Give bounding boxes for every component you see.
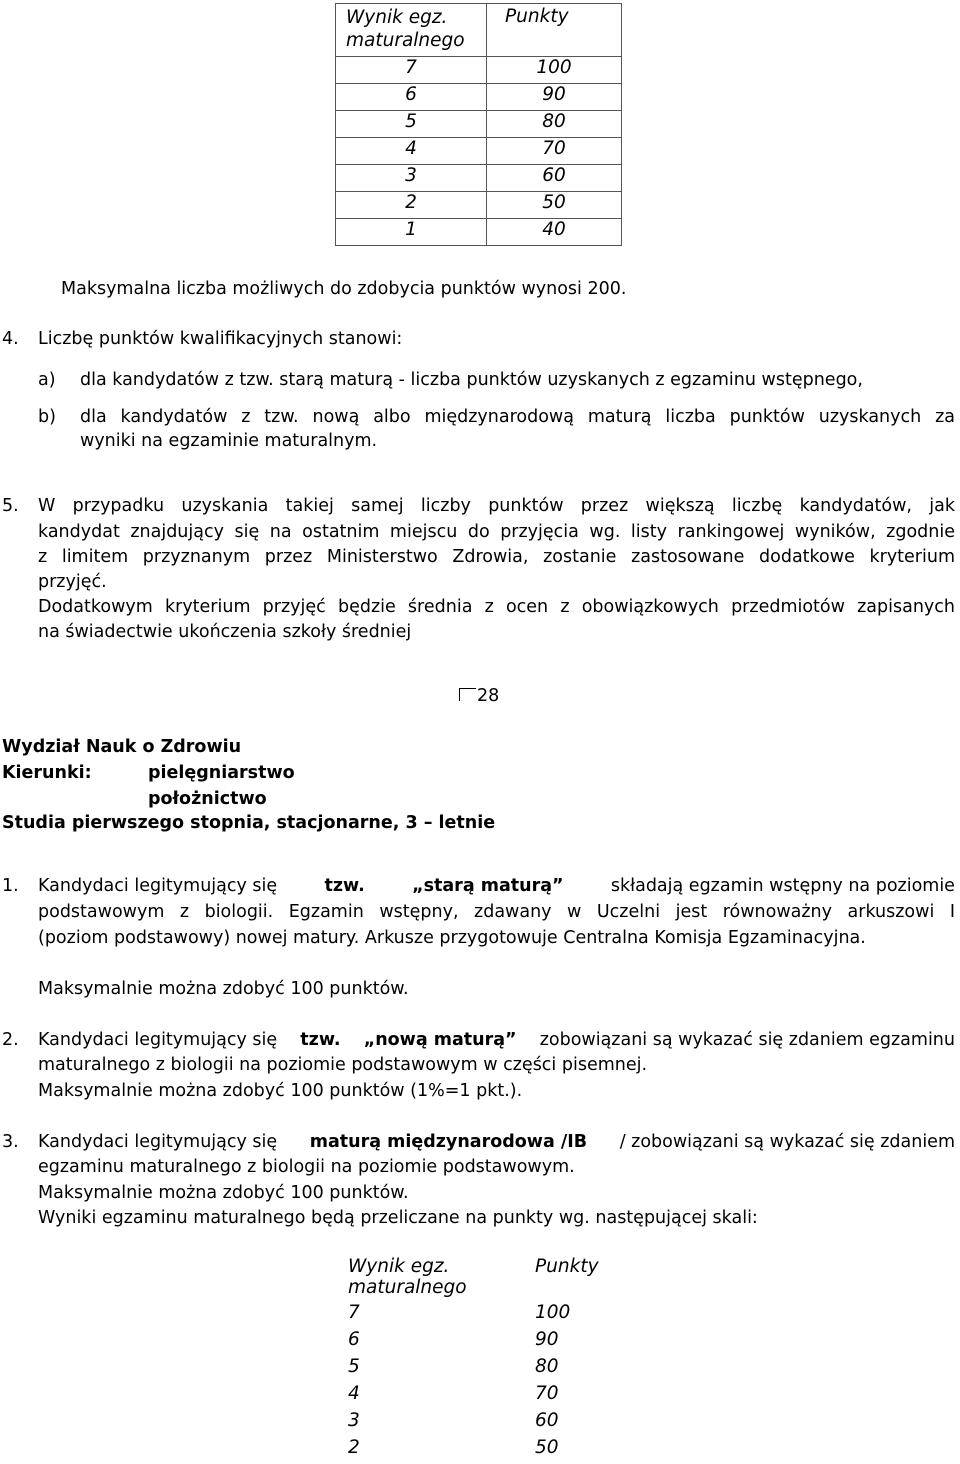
cell-exam-result: 3 [336,165,487,192]
cell-points: 100 [487,57,622,84]
table-row [336,138,622,165]
item-4-text: Liczbę punktów kwalifikacyjnych stanowi: [38,329,403,349]
table-row [336,57,622,84]
item-4b-label: b) [38,407,56,427]
p3-line-4: Wyniki egzaminu maturalnego będą przeliczane na punkty wg. następującej skali: [38,1208,758,1228]
header-points: Punkty [487,4,622,57]
p1-line-1 [38,876,955,896]
cell-points: 80 [535,1356,559,1377]
item-5-line-5: Dodatkowym kryterium przyjęć będzie średnia z ocen z obowiązkowych przedmiotów zapisanych [38,597,955,617]
section-number: 28 [477,686,500,706]
item-5-line-1: W przypadku uzyskania takiej samej liczby punktów przez większą liczbę kandydatów, jak [38,496,955,516]
p3-line-1a: Kandydaci legitymujący się [38,1132,278,1152]
cell-exam-result: 5 [336,111,487,138]
p1-line-3: (poziom podstawowy) nowej matury. Arkusze przygotowuje Centralna Komisja Egzaminacyjna. [38,928,866,948]
faculty-name: Wydział Nauk o Zdrowiu [2,737,242,757]
header-exam-result: Wynik egz. maturalnego [348,1256,467,1298]
cell-points: 60 [487,165,622,192]
cell-exam-result: 3 [348,1410,360,1431]
header-exam-result: Wynik egz. maturalnego [336,4,487,57]
p3-line-3: Maksymalnie można zdobyć 100 punktów. [38,1183,409,1203]
cell-points: 80 [487,111,622,138]
item-5-number: 5. [2,496,19,516]
p2-line-1c: „nową maturą” [363,1030,517,1050]
item-4a-label: a) [38,370,56,390]
cell-exam-result: 7 [348,1302,360,1323]
table-row [336,192,622,219]
cell-exam-result: 4 [348,1383,360,1404]
item-4-number: 4. [2,329,19,349]
p1-line-1d: składają egzamin wstępny na poziomie [610,876,955,896]
p3-line-1 [38,1132,955,1152]
item-5-line-6: na świadectwie ukończenia szkoły średniej [38,622,412,642]
score-table-1 [335,3,622,246]
direction-nursing: pielęgniarstwo [148,763,295,783]
p2-line-1a: Kandydaci legitymujący się [38,1030,278,1050]
cell-exam-result: 1 [336,219,487,246]
max-points-note: Maksymalna liczba możliwych do zdobycia punktów wynosi 200. [61,279,627,299]
p1-max-points: Maksymalnie można zdobyć 100 punktów. [38,979,409,999]
table-row [268,1302,680,1329]
p1-number: 1. [2,876,19,896]
table-header-row [268,1256,680,1302]
p2-line-3: Maksymalnie można zdobyć 100 punktów (1%=1 pkt.). [38,1081,523,1101]
cell-points: 40 [487,219,622,246]
cell-points: 50 [487,192,622,219]
p1-line-1c: „starą maturą” [412,876,564,896]
study-type: Studia pierwszego stopnia, stacjonarne, 3 – letnie [2,813,496,833]
score-table-2 [268,1256,680,1464]
table-row [268,1356,680,1383]
p2-line-1 [38,1030,955,1050]
cell-exam-result: 4 [336,138,487,165]
item-5-line-3: z limitem przyznanym przez Ministerstwo Zdrowia, zostanie zastosowane dodatkowe kryterium [38,547,955,567]
item-4a-text: dla kandydatów z tzw. starą maturą - liczba punktów uzyskanych z egzaminu wstępnego, [80,370,863,390]
cell-points: 90 [487,84,622,111]
cell-exam-result: 7 [336,57,487,84]
p2-number: 2. [2,1030,19,1050]
direction-midwifery: położnictwo [148,789,267,809]
cell-points: 70 [487,138,622,165]
cell-points: 50 [535,1437,559,1458]
header-points: Punkty [535,1256,599,1277]
directions-label: Kierunki: [2,763,92,783]
p1-line-1b: tzw. [324,876,365,896]
p3-line-2: egzaminu maturalnego z biologii na poziomie podstawowym. [38,1157,575,1177]
p2-line-1d: zobowiązani są wykazać się zdaniem egzaminu [539,1030,955,1050]
p3-line-1c: / zobowiązani są wykazać się zdaniem [619,1132,955,1152]
p2-line-1b: tzw. [300,1030,341,1050]
p3-line-1b: maturą międzynarodowa /IB [309,1132,588,1152]
table-row [268,1329,680,1356]
table-header-row [336,4,622,57]
item-5-line-2: kandydat znajdujący się na ostatnim miejscu do przyjęcia wg. listy rankingowej wyników, zgodnie [38,522,955,542]
cell-exam-result: 5 [348,1356,360,1377]
cell-points: 60 [535,1410,559,1431]
cell-exam-result: 6 [336,84,487,111]
cell-exam-result: 2 [348,1437,360,1458]
cell-exam-result: 2 [336,192,487,219]
cell-points: 70 [535,1383,559,1404]
cell-points: 90 [535,1329,559,1350]
table-row [268,1410,680,1437]
table-row [336,165,622,192]
table-row [336,111,622,138]
section-bracket-mark [459,688,476,701]
table-row [268,1383,680,1410]
table-row [268,1437,680,1464]
table-row [336,84,622,111]
p3-number: 3. [2,1132,19,1152]
cell-points: 100 [535,1302,571,1323]
cell-exam-result: 6 [348,1329,360,1350]
item-4b-line-1: dla kandydatów z tzw. nową albo międzynarodową maturą liczba punktów uzyskanych za [80,407,955,427]
table-row [336,219,622,246]
p1-line-1a: Kandydaci legitymujący się [38,876,278,896]
p2-line-2: maturalnego z biologii na poziomie podstawowym w części pisemnej. [38,1055,648,1075]
p1-line-2: podstawowym z biologii. Egzamin wstępny, zdawany w Uczelni jest równoważny arkuszowi I [38,902,955,922]
item-5-line-4: przyjęć. [38,572,107,592]
item-4b-line-2: wyniki na egzaminie maturalnym. [80,431,378,451]
